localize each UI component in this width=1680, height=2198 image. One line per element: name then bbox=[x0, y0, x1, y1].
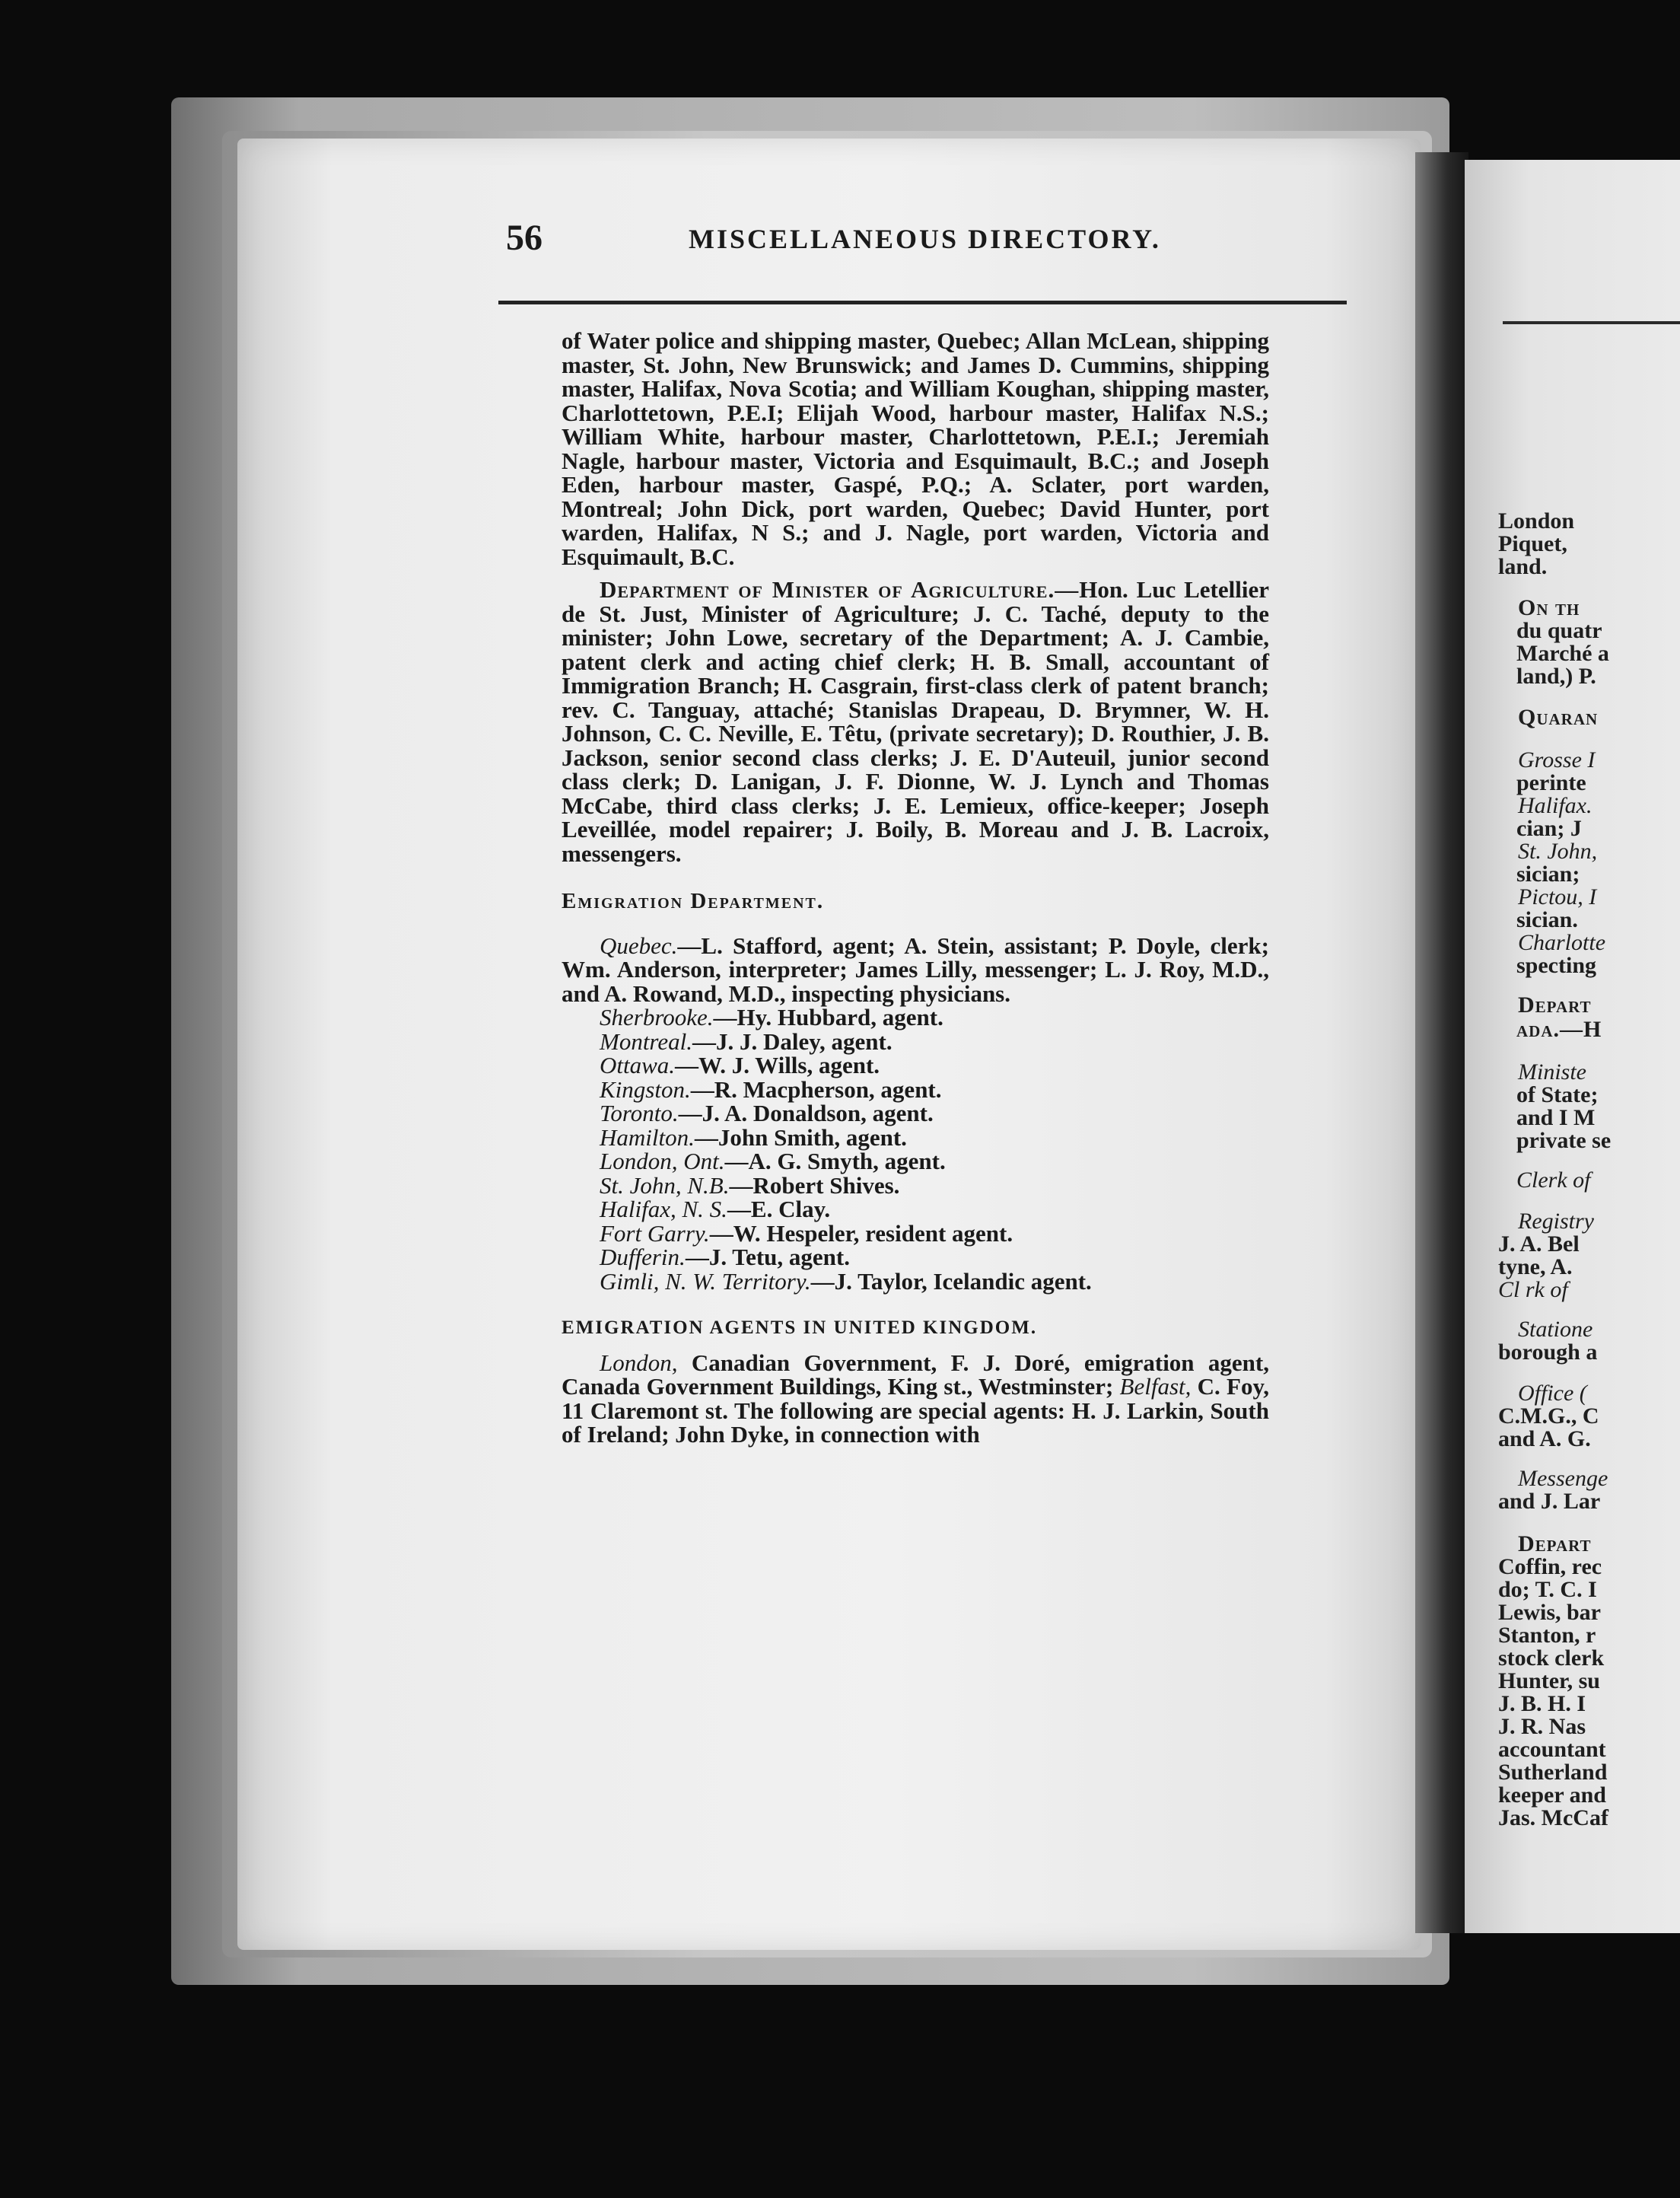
right-page-line: Depart bbox=[1518, 992, 1592, 1018]
emigration-entry-place: London, Ont. bbox=[600, 1148, 725, 1174]
right-page-line: London bbox=[1498, 508, 1575, 534]
uk-place-belfast: Belfast, bbox=[1119, 1373, 1192, 1400]
emigration-entry bbox=[562, 1197, 1269, 1222]
right-page-line: Messenge bbox=[1518, 1466, 1608, 1491]
right-page-line: of State; bbox=[1516, 1082, 1599, 1107]
right-page-line: keeper and bbox=[1498, 1782, 1606, 1808]
right-page-line: and A. G. bbox=[1498, 1426, 1591, 1451]
right-page-line: Statione bbox=[1518, 1317, 1593, 1342]
right-page-line: land. bbox=[1498, 554, 1548, 579]
emigration-entry bbox=[562, 1005, 1269, 1030]
emigration-entry-place: Kingston. bbox=[600, 1075, 691, 1103]
right-page-line: J. R. Nas bbox=[1498, 1714, 1586, 1739]
right-page-line: ada.—H bbox=[1516, 1017, 1602, 1042]
right-page-line: St. John, bbox=[1518, 839, 1598, 864]
emigration-entry-place: Quebec. bbox=[600, 932, 678, 959]
page-number: 56 bbox=[506, 218, 542, 258]
emigration-entry-text: —W. Hespeler, resident agent. bbox=[709, 1219, 1013, 1247]
right-page-line: tyne, A. bbox=[1498, 1254, 1573, 1279]
emigration-entry-text: —J. A. Donaldson, agent. bbox=[678, 1100, 934, 1126]
right-page-line: Coffin, rec bbox=[1498, 1554, 1602, 1579]
right-page-line: land,) P. bbox=[1516, 664, 1596, 689]
page-header bbox=[506, 217, 1347, 270]
emigration-entry bbox=[562, 1219, 1269, 1247]
right-page-line: On th bbox=[1518, 595, 1580, 620]
emigration-entry bbox=[562, 1245, 1269, 1269]
right-page-line: C.M.G., C bbox=[1498, 1403, 1599, 1429]
right-page-line: Jas. McCaf bbox=[1498, 1805, 1608, 1830]
right-page-line: Ministe bbox=[1518, 1059, 1586, 1085]
right-page-line: sician. bbox=[1516, 907, 1578, 932]
agriculture-paragraph bbox=[562, 578, 1269, 865]
right-page-line: Marché a bbox=[1516, 641, 1609, 666]
right-page-line: Grosse I bbox=[1518, 747, 1596, 772]
right-page-line: Clerk of bbox=[1516, 1167, 1591, 1193]
header-rule bbox=[498, 301, 1347, 304]
right-page-line: Quaran bbox=[1518, 705, 1599, 730]
emigration-entry-place: Dufferin. bbox=[600, 1244, 686, 1270]
right-page-line: stock clerk bbox=[1498, 1645, 1605, 1671]
emigration-entry-place: Montreal. bbox=[600, 1027, 692, 1055]
right-page-line: and I M bbox=[1516, 1105, 1596, 1130]
right-page-line: do; T. C. I bbox=[1498, 1577, 1597, 1602]
right-page-line: cian; J bbox=[1516, 816, 1582, 841]
right-page-line: J. B. H. I bbox=[1498, 1691, 1586, 1716]
emigration-entry bbox=[562, 934, 1269, 1006]
right-header-rule bbox=[1503, 321, 1680, 324]
emigration-entry-text: —A. G. Smyth, agent. bbox=[724, 1148, 946, 1174]
emigration-entry-place: Ottawa. bbox=[600, 1052, 676, 1078]
emigration-entry-text: —John Smith, agent. bbox=[694, 1123, 907, 1151]
emigration-entry-text: —W. J. Wills, agent. bbox=[675, 1052, 880, 1078]
emigration-entry-place: Halifax, N. S. bbox=[600, 1196, 727, 1222]
emigration-list bbox=[562, 934, 1269, 1294]
uk-place-london: London, bbox=[600, 1349, 678, 1376]
agriculture-text: Hon. Luc Letellier de St. Just, Minister of Agriculture; J. C. Taché, deputy to the minister; John Lowe, secretary of the Department; A. J. Cambie, patent clerk and acting chief clerk; H. B. Small, accountant of Immigration Branch; H. Casgrain, first-class clerk of patent branch; rev. C. Tanguay, attaché; Stanislas Drapeau, D. Brymner, W. H. Johnson, C. C. Neville, E. Têtu, (private secretary); D. Routhier, J. B. Jackson, senior second class clerks; J. E. D'Auteuil, junior second class clerk; D. Lanigan, J. F. Dionne, W. J. Lynch and Thomas McCabe, third class clerks; J. E. Lemieux, office-keeper; Joseph Leveillée, model repairer; J. Boily, B. Moreau and J. B. Lacroix, messengers. bbox=[562, 576, 1269, 867]
right-page-line: accountant bbox=[1498, 1737, 1606, 1762]
emigration-entry-text: —E. Clay. bbox=[727, 1196, 831, 1222]
emigration-entry-text: —L. Stafford, agent; A. Stein, assistant; P. Doyle, clerk; Wm. Anderson, interpreter; James Lilly, messenger; L. J. Roy, M.D., and A. Rowand, M.D., inspecting physicians. bbox=[562, 932, 1269, 1007]
right-page-line: Lewis, bar bbox=[1498, 1600, 1601, 1625]
uk-text-2: C. Foy, 11 Claremont st. The following are special agents: H. J. Larkin, South of Ireland; John Dyke, in connection with bbox=[562, 1373, 1269, 1448]
right-page-line: Pictou, I bbox=[1518, 884, 1597, 909]
right-page-line: Sutherland bbox=[1498, 1760, 1608, 1785]
emigration-entry-place: Toronto. bbox=[600, 1100, 679, 1126]
right-page-line: perinte bbox=[1516, 770, 1586, 795]
emigration-entry-text: —Robert Shives. bbox=[729, 1171, 900, 1199]
right-page-line: Registry bbox=[1518, 1209, 1594, 1234]
intro-paragraph: of Water police and shipping master, Quebec; Allan McLean, shipping master, St. John, New Brunswick; and James D. Cummins, shipping master, Halifax, Nova Scotia; and William Koughan, shipping master, Charlottetown, P.E.I; Elijah Wood, harbour master, Halifax N.S.; William White, harbour master, Charlottetown, P.E.I.; Jeremiah Nagle, harbour master, Victoria and Esquimault, B.C.; and Joseph Eden, harbour master, Gaspé, P.Q.; A. Sclater, port warden, Montreal; John Dick, port warden, Quebec; David Hunter, port warden, Halifax, N S.; and J. Nagle, port warden, Victoria and Esquimault, B.C. bbox=[562, 327, 1269, 570]
right-page-line: Cl rk of bbox=[1498, 1277, 1568, 1302]
right-page-line: Depart bbox=[1518, 1531, 1592, 1556]
emigration-entry-text: —J. Tetu, agent. bbox=[685, 1244, 850, 1270]
emigration-entry bbox=[562, 1053, 1269, 1078]
right-page-line: Halifax. bbox=[1518, 793, 1592, 818]
emigration-entry bbox=[562, 1149, 1269, 1174]
right-page-line: Piquet, bbox=[1498, 531, 1567, 556]
right-page-line: J. A. Bel bbox=[1498, 1231, 1580, 1257]
right-page-line: Office ( bbox=[1518, 1381, 1587, 1406]
emigration-entry-text: —R. Macpherson, agent. bbox=[690, 1075, 942, 1103]
emigration-entry-place: Hamilton. bbox=[600, 1123, 695, 1151]
uk-text-1: Canadian Government, F. J. Doré, emigration agent, Canada Government Buildings, King st., Westminster; bbox=[562, 1349, 1269, 1400]
right-page-line: Charlotte bbox=[1518, 930, 1606, 955]
right-page-line: private se bbox=[1516, 1128, 1612, 1153]
emigration-entry-text: —J. J. Daley, agent. bbox=[692, 1027, 892, 1055]
emigration-entry bbox=[562, 1027, 1269, 1055]
book-gutter bbox=[1415, 152, 1468, 1933]
body-text bbox=[562, 329, 1269, 1447]
right-page-line: Stanton, r bbox=[1498, 1623, 1596, 1648]
right-page-line: specting bbox=[1516, 953, 1596, 978]
emigration-heading: Emigration Department. bbox=[562, 889, 825, 913]
agriculture-heading: Department of Minister of Agriculture.— bbox=[600, 576, 1080, 603]
emigration-entry-place: Gimli, N. W. Territory. bbox=[600, 1267, 811, 1295]
running-title: MISCELLANEOUS DIRECTORY. bbox=[689, 224, 1161, 254]
emigration-entry-text: —Hy. Hubbard, agent. bbox=[713, 1004, 943, 1031]
right-page-line: sician; bbox=[1516, 862, 1580, 887]
emigration-entry bbox=[562, 1101, 1269, 1126]
emigration-entry-place: St. John, N.B. bbox=[600, 1171, 730, 1199]
emigration-entry-place: Fort Garry. bbox=[600, 1219, 710, 1247]
right-page-line: and J. Lar bbox=[1498, 1489, 1601, 1514]
emigration-entry bbox=[562, 1123, 1269, 1151]
emigration-entry bbox=[562, 1269, 1269, 1294]
right-page-line: Hunter, su bbox=[1498, 1668, 1600, 1693]
emigration-entry bbox=[562, 1075, 1269, 1103]
emigration-entry-text: —J. Taylor, Icelandic agent. bbox=[810, 1267, 1092, 1295]
right-page bbox=[1465, 160, 1680, 1933]
uk-agents-paragraph bbox=[562, 1351, 1269, 1447]
right-page-line: borough a bbox=[1498, 1340, 1598, 1365]
emigration-entry bbox=[562, 1171, 1269, 1199]
right-page-line: du quatr bbox=[1516, 618, 1602, 643]
emigration-entry-place: Sherbrooke. bbox=[600, 1004, 714, 1031]
uk-agents-heading: EMIGRATION AGENTS IN UNITED KINGDOM. bbox=[562, 1317, 1038, 1338]
